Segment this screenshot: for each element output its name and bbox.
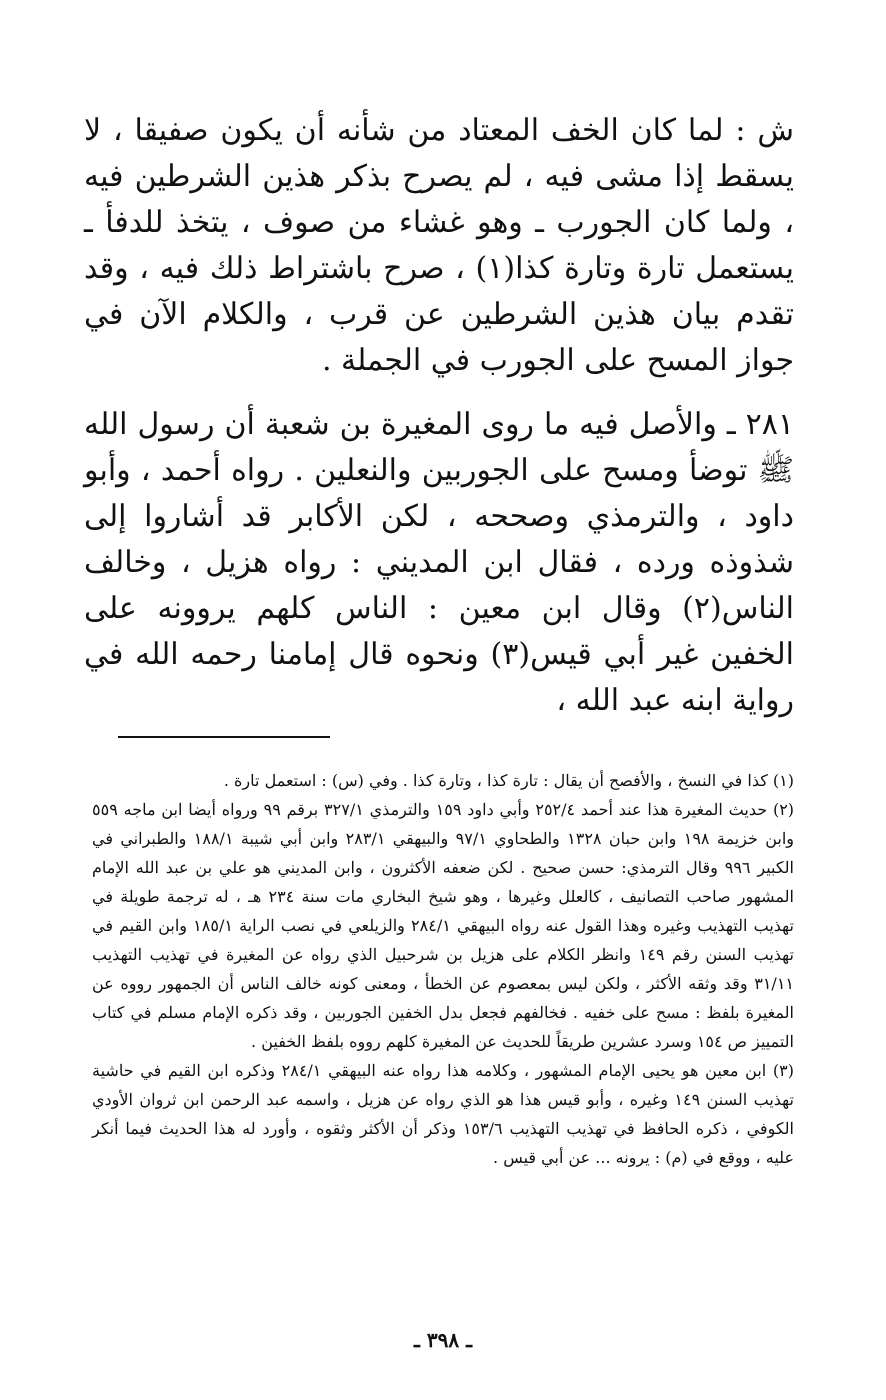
footnote-divider [118, 736, 330, 738]
footnote-3: (٣) ابن معين هو يحيى الإمام المشهور ، وكلامه هذا رواه عنه البيهقي ٢٨٤/١ وذكره ابن القيم في حاشية تهذيب السنن ١٤٩ وغيره ، وأبو قيس هذا هو الذي رواه عن هزيل ، واسمه عبد الرحمن ابن ثروان الأودي الكوفي ، ذكره الحافظ في تهذيب التهذيب ١٥٣/٦ وذكر أن الأكثر وثقوه ، وأورد له هذا الحديث فيما أنكر عليه ، ووقع في (م) : يرونه ... عن أبي قيس . [92, 1061, 795, 1167]
footnotes [92, 766, 794, 1172]
footnote-1: (١) كذا في النسخ ، والأفصح أن يقال : تارة كذا ، وتارة كذا . وفي (س) : استعمل تارة . [223, 771, 794, 790]
paragraph-281-text: والأصل فيه ما روى المغيرة بن شعبة أن رسول الله ﷺ توضأ ومسح على الجوربين والنعلين . رواه أحمد ، وأبو داود ، والترمذي وصححه ، لكن الأكابر قد أشاروا إلى شذوذه ورده ، فقال ابن المديني : رواه هزيل ، وخالف الناس(٢) وقال ابن معين : الناس كلهم يروونه على الخفين غير أبي قيس(٣) ونحوه قال إمامنا رحمه الله في رواية ابنه عبد الله ، [84, 407, 794, 718]
footnote-2: (٢) حديث المغيرة هذا عند أحمد ٢٥٢/٤ وأبي داود ١٥٩ والترمذي ٣٢٧/١ برقم ٩٩ ورواه أيضا ابن ماجه ٥٥٩ وابن خزيمة ١٩٨ وابن حبان ١٣٢٨ والطحاوي ٩٧/١ والبيهقي ٢٨٣/١ وابن أبي شيبة ١٨٨/١ والطبراني في الكبير ٩٩٦ وقال الترمذي: حسن صحيح . لكن ضعفه الأكثرون ، وابن المديني هو علي بن عبد الله الإمام المشهور صاحب التصانيف ، كالعلل وغيرها ، وهو شيخ البخاري مات سنة ٢٣٤ هـ ، له ترجمة طويلة في تهذيب التهذيب وغيره وهذا القول عنه رواه البيهقي ٢٨٤/١ والزيلعي في نصب الراية ١٨٥/١ وابن القيم في تهذيب السنن رقم ١٤٩ وانظر الكلام على هزيل بن شرحبيل الذي رواه عن المغيرة في تهذيب التهذيب ٣١/١١ وقد وثقه الأكثر ، ولكن ليس بمعصوم عن الخطأ ، ومعنى كونه خالف الناس أن الجمهور رووه عن المغيرة بلفظ : مسح على خفيه . فخالفهم فجعل بدل الخفين الجوربين ، وقد ذكره الإمام مسلم في كتاب التمييز ص ١٥٤ وسرد عشرين طريقاً للحديث عن المغيرة كلهم رووه بلفظ الخفين . [92, 800, 795, 1051]
main-text [84, 108, 794, 724]
page-number: ـ ٣٩٨ ـ [414, 1328, 472, 1352]
paragraph-commentary: ش : لما كان الخف المعتاد من شأنه أن يكون صفيقا ، لا يسقط إذا مشى فيه ، لم يصرح بذكر هذين الشرطين فيه ، ولما كان الجورب ـ وهو غشاء من صوف ، يتخذ للدفأ ـ يستعمل تارة وتارة كذا(١) ، صرح باشتراط ذلك فيه ، وقد تقدم بيان هذين الشرطين عن قرب ، والكلام الآن في جواز المسح على الجورب في الجملة . [84, 113, 794, 378]
paragraph-number: ٢٨١ ـ [726, 407, 794, 442]
paragraph-281 [84, 402, 794, 724]
